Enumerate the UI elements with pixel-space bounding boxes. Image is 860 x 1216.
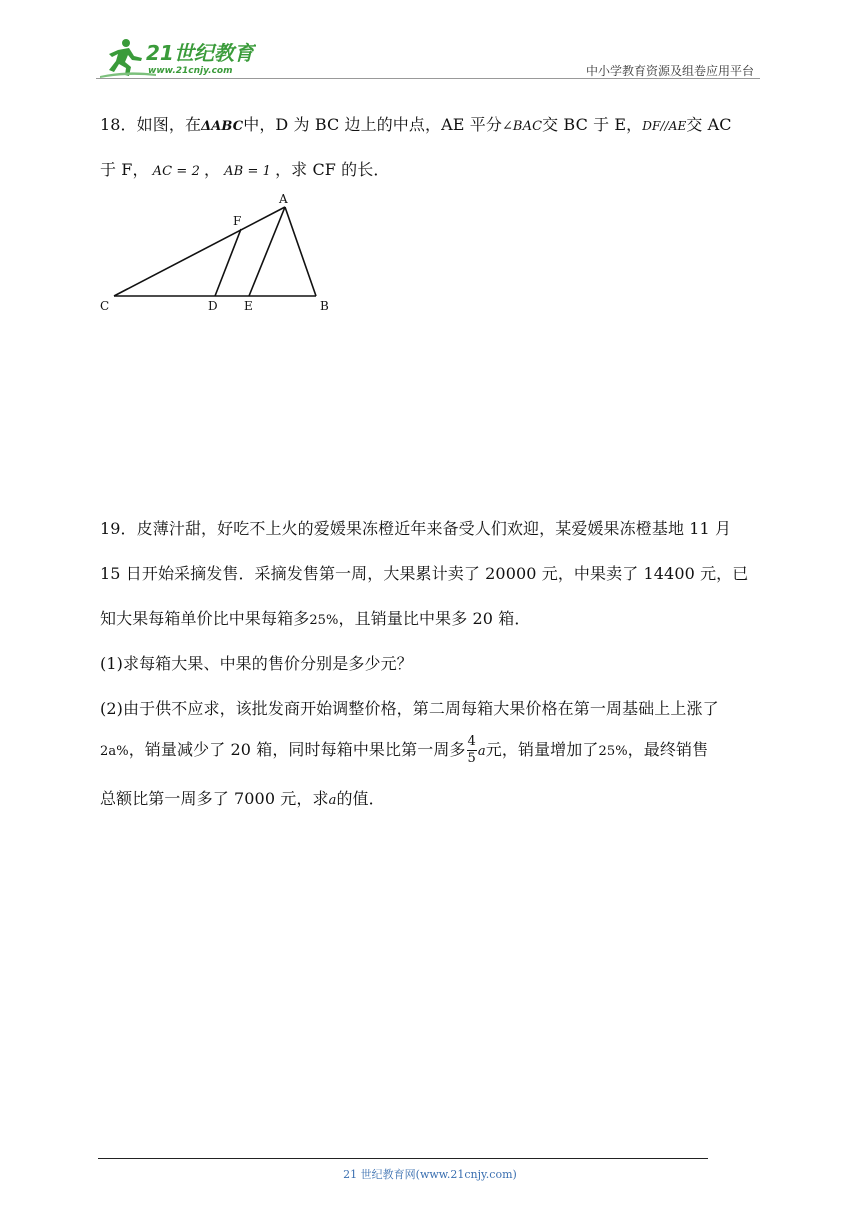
percent-2a: 2a% [100, 744, 129, 759]
q19-text: ，销量减少了 20 箱，同时每箱中果比第一周多 [128, 740, 466, 759]
q18-text: 交 AC [686, 115, 732, 134]
df-parallel-ae: DF//AE [642, 119, 687, 133]
q19-line-3 [100, 606, 530, 629]
percent-25: 25% [598, 744, 628, 759]
q19-line-2: 15 日开始采摘发售．采摘发售第一周，大果累计卖了 20000 元，中果卖了 14400 元，已 [100, 564, 749, 583]
variable-a: a [328, 793, 337, 808]
label-d: D [208, 299, 218, 313]
q18-text: 交 BC 于 E， [542, 115, 643, 134]
logo-url: www.21cnjy.com [148, 66, 233, 76]
logo-title: 21世纪教育 [146, 41, 254, 65]
q19-part-2-line-3 [100, 786, 385, 809]
header-divider [96, 78, 760, 79]
footer-text: 21 世纪教育网(www.21cnjy.com) [343, 1168, 517, 1181]
angle-bac: ∠BAC [501, 119, 543, 134]
q18-text: 18．如图，在 [100, 115, 202, 134]
q18-line-2 [100, 157, 389, 180]
q19-line-1: 19．皮薄汁甜，好吃不上火的爱媛果冻橙近年来备受人们欢迎，某爱媛果冻橙基地 11 月 [100, 519, 732, 538]
q19-text: 元，销量增加了 [485, 740, 599, 759]
fraction-numerator: 4 [467, 734, 476, 749]
variable-a: a [477, 744, 486, 759]
label-f: F [233, 214, 242, 228]
ac-equation: AC = 2 [152, 164, 200, 179]
segment-ca [114, 207, 285, 296]
label-c: C [100, 299, 110, 313]
triangle-figure [96, 188, 346, 318]
q19-part-1: (1)求每箱大果、中果的售价分别是多少元？ [100, 654, 413, 673]
q19-part-2-line-2 [100, 734, 708, 767]
site-logo [96, 36, 256, 80]
triangle-abc: ΔABC [201, 119, 244, 134]
q18-line-1 [100, 112, 732, 135]
percent-25: 25% [309, 613, 339, 628]
q18-text: ， [203, 160, 221, 179]
q19-text: ，且销量比中果多 20 箱． [338, 609, 531, 628]
segment-ae [249, 207, 285, 296]
label-a: A [279, 192, 288, 206]
q19-text: 的值． [336, 789, 385, 808]
q19-text: 知大果每箱单价比中果每箱多 [100, 609, 310, 628]
ab-equation: AB = 1 [224, 164, 272, 179]
label-b: B [320, 299, 329, 313]
fraction-denominator: 5 [467, 751, 476, 766]
label-e: E [244, 299, 253, 313]
q18-text: 中，D 为 BC 边上的中点，AE 平分 [243, 115, 502, 134]
q18-text: ，求 CF 的长． [275, 160, 390, 179]
q18-text: 于 F， [100, 160, 149, 179]
page-header [96, 36, 760, 80]
q19-text: ，最终销售 [627, 740, 709, 759]
segment-ab [285, 207, 316, 296]
fraction-four-fifths [467, 734, 477, 767]
platform-title: 中小学教育资源及组卷应用平台 [585, 64, 754, 78]
q19-text: 总额比第一周多了 7000 元，求 [100, 789, 329, 808]
segment-df [215, 229, 241, 296]
footer-divider [98, 1158, 708, 1159]
q19-part-2-line-1: (2)由于供不应求，该批发商开始调整价格，第二周每箱大果价格在第一周基础上上涨了 [100, 699, 719, 718]
